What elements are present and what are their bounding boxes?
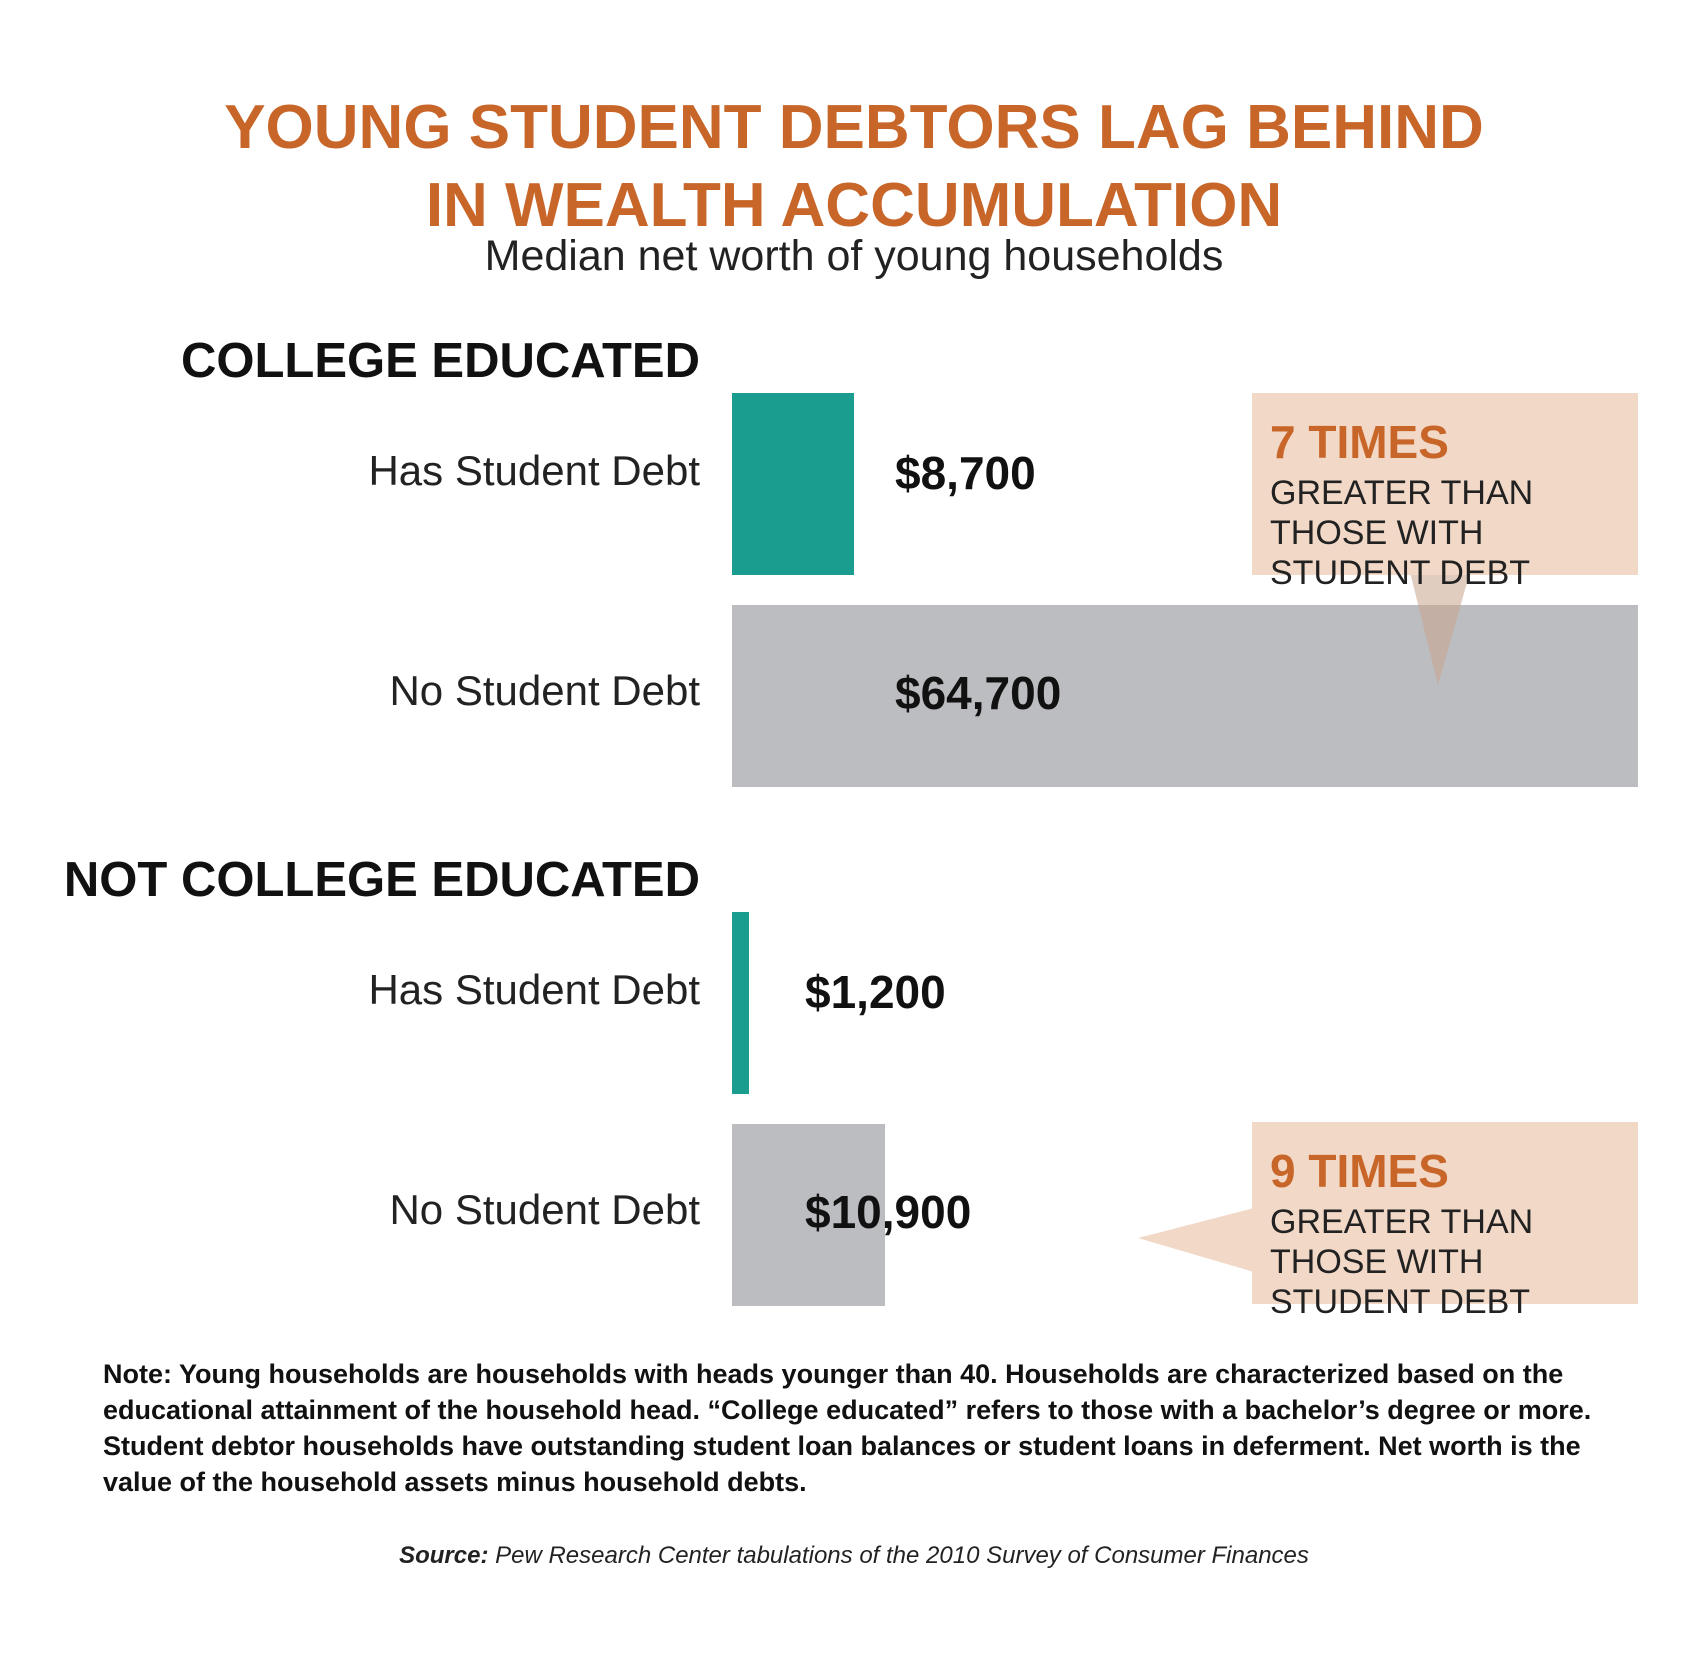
source-label: Source:: [399, 1542, 489, 1569]
callout-not-college-multiple: 9 TIMES: [1270, 1145, 1449, 1197]
chart-note: Note: Young households are households with heads younger than 40. Households are characterized based on the educational attainment of the household head. “College educated” refers to those with a bachelor’s degree or more. Student debtor households have outstanding student loan balances or student loans in deferment. Net worth is the value of the household assets minus household debts.: [103, 1359, 1592, 1497]
bar-college-has-debt: [732, 393, 854, 575]
group-heading-not-college: NOT COLLEGE EDUCATED: [63, 853, 700, 907]
callout-not-college: [1252, 1122, 1638, 1321]
chart-title-line-1: YOUNG STUDENT DEBTORS LAG BEHIND: [224, 93, 1484, 162]
bar-not-college-has-debt: [732, 912, 749, 1094]
source-text: Pew Research Center tabulations of the 2010 Survey of Consumer Finances: [488, 1542, 1309, 1569]
callout-not-college-text: GREATER THAN THOSE WITH STUDENT DEBT: [1270, 1203, 1534, 1321]
category-label-college-no-debt: No Student Debt: [389, 667, 700, 714]
callout-college-multiple: 7 TIMES: [1270, 416, 1449, 468]
value-label-not-college-no-debt: $10,900: [805, 1186, 972, 1238]
bar-college-no-debt: [732, 605, 1638, 787]
category-label-not-college-no-debt: No Student Debt: [389, 1186, 700, 1233]
category-label-college-has-debt: Has Student Debt: [368, 447, 700, 494]
chart-source: [0, 1542, 1708, 1570]
value-label-college-no-debt: $64,700: [895, 667, 1062, 719]
chart-subtitle: Median net worth of young households: [484, 232, 1224, 280]
category-label-not-college-has-debt: Has Student Debt: [368, 966, 700, 1013]
callout-college-text: GREATER THAN THOSE WITH STUDENT DEBT: [1270, 474, 1534, 592]
callout-pointer-not-college: [1138, 1200, 1258, 1280]
group-heading-college: COLLEGE EDUCATED: [180, 334, 700, 388]
value-label-not-college-has-debt: $1,200: [805, 966, 946, 1018]
callout-college: [1252, 393, 1638, 592]
value-label-college-has-debt: $8,700: [895, 447, 1036, 499]
chart-title-line-2: IN WEALTH ACCUMULATION: [425, 171, 1283, 240]
